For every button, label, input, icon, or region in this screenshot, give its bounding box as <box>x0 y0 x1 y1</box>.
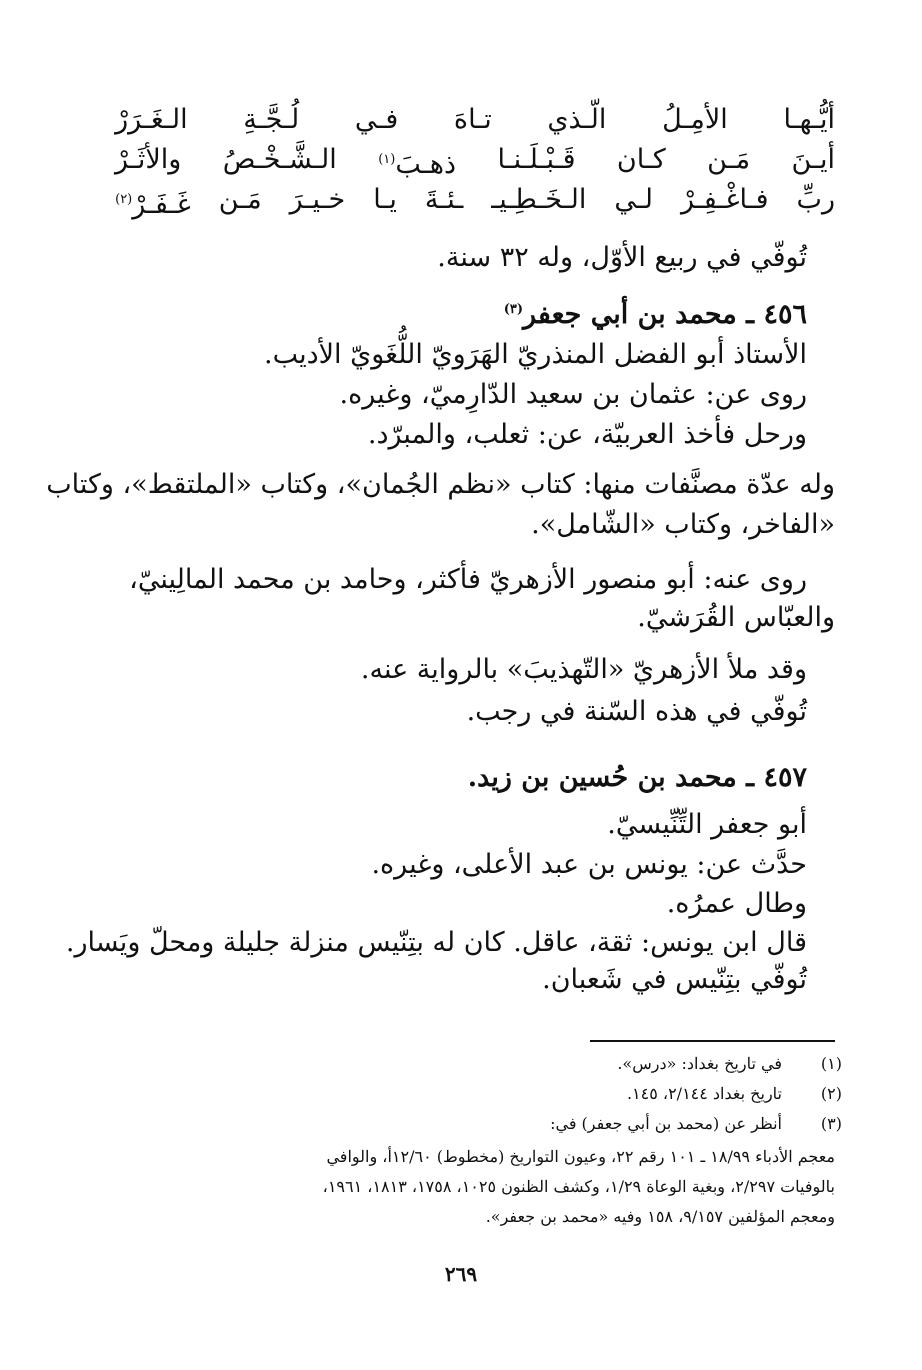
paragraph: روى عن: عثمان بن سعيد الدّارِميّ، وغيره. <box>339 379 807 410</box>
poem-word: الـخَـطِـيـ <box>491 184 587 215</box>
poem-word: فـاغْـفِـرْ <box>681 184 769 215</box>
poem-word-with-note <box>115 180 191 225</box>
footnote-marker: (٢) <box>115 192 133 207</box>
poem-word: كـان <box>616 144 666 175</box>
footnote-number: (٣) <box>820 1114 842 1133</box>
paragraph: وله عدّة مصنَّفات منها: كتاب «نظم الجُمان»، وكتاب «الملتقط»، وكتاب <box>46 469 835 500</box>
poem-word: ربِّ <box>796 184 835 215</box>
entry-heading-456 <box>504 290 807 335</box>
poem-word-with-note <box>378 140 456 185</box>
paragraph: تُوفّي في هذه السّنة في رجب. <box>466 696 807 727</box>
footnote-3-reference-line: بالوفيات ٢/٢٩٧، وبغية الوعاة ١/٢٩، وكشف الظنون ١٠٢٥، ١٧٥٨، ١٨١٣، ١٩٦١، <box>322 1177 835 1196</box>
poem-word: قَـبْـلَـنـا <box>497 144 576 175</box>
footnote-number: (١) <box>820 1054 842 1073</box>
poem-line-3 <box>115 180 835 225</box>
poem-word: ذهـبَ <box>395 149 457 180</box>
poem-word: لـي <box>614 184 654 215</box>
poem-word: أيُّـهـا <box>783 104 835 135</box>
footnote-3-reference-line: ومعجم المؤلفين ٩/١٥٧، ١٥٨ وفيه «محمد بن جعفر». <box>485 1207 835 1226</box>
poem-word: الـشَّـخْـصُ <box>222 144 337 175</box>
entry-heading-457: ٤٥٧ ـ محمد بن حُسين بن زيد. <box>467 762 807 793</box>
poem-word: تـاهَ <box>453 104 492 135</box>
paragraph: «الفاخر، وكتاب «الشّامل». <box>531 509 835 540</box>
paragraph: قال ابن يونس: ثقة، عاقل. كان له بتِنّيس منزلة جليلة ومحلّ ويَسار. <box>65 927 807 958</box>
paragraph: الأستاذ أبو الفضل المنذريّ الهَرَويّ اللُّغَويّ الأديب. <box>263 339 807 370</box>
footnote-text: أنظر عن (محمد بن أبي جعفر) في: <box>550 1114 782 1133</box>
poem-line-1 <box>115 100 835 140</box>
footnote-3 <box>550 1112 842 1136</box>
paragraph: وقد ملأ الأزهريّ «التّهذيبَ» بالرواية عنه. <box>360 654 807 685</box>
page-number: ٢٦٩ <box>444 1262 478 1286</box>
poem-word: أيـنَ <box>791 144 835 175</box>
death-note: تُوفّي في ربيع الأوّل، وله ٣٢ سنة. <box>437 242 807 273</box>
footnote-marker: (٣) <box>503 302 524 317</box>
poem-word: الـغَـرَرْ <box>115 104 188 135</box>
poem-word: لُـجَّـةِ <box>243 104 300 135</box>
entry-heading-text: ٤٥٦ ـ محمد بن أبي جعفر <box>523 299 807 330</box>
paragraph: أبو جعفر التِّنِّيسيّ. <box>607 809 807 840</box>
footnote-3-reference-line: معجم الأدباء ١٨/٩٩ ـ ١٠١ رقم ٢٢، وعيون التواريخ (مخطوط) ١٢/٦٠أ، والوافي <box>326 1147 835 1166</box>
footnote-2 <box>627 1082 842 1106</box>
paragraph: والعبّاس القُرَشيّ. <box>637 602 835 633</box>
poem-line-2 <box>115 140 835 185</box>
poem-word: مَـن <box>218 184 262 215</box>
poem-word: ـئـةَ <box>424 184 464 215</box>
poem-word: الأمِـلُ <box>662 104 728 135</box>
paragraph: حدَّث عن: يونس بن عبد الأعلى، وغيره. <box>371 849 807 880</box>
poem-word: يـا <box>373 184 397 215</box>
footnote-text: في تاريخ بغداد: «درس». <box>617 1054 782 1073</box>
footnote-divider <box>590 1040 835 1042</box>
paragraph: وطال عمرُه. <box>666 888 807 919</box>
footnote-marker: (١) <box>378 152 396 167</box>
poem-word: خـيـرَ <box>289 184 346 215</box>
poem-word: والأثَـرْ <box>115 144 182 175</box>
footnote-number: (٢) <box>820 1084 842 1103</box>
paragraph: تُوفّي بتِنّيس في شَعبان. <box>542 964 807 995</box>
footnote-1 <box>617 1052 842 1076</box>
paragraph: ورحل فأخذ العربيّة، عن: ثعلب، والمبرّد. <box>367 419 807 450</box>
poem-word: مَـن <box>707 144 751 175</box>
poem-word: فـي <box>354 104 399 135</box>
footnote-text: تاريخ بغداد ٢/١٤٤، ١٤٥. <box>626 1084 782 1103</box>
paragraph: روى عنه: أبو منصور الأزهريّ فأكثر، وحامد بن محمد المالِينيّ، <box>129 564 807 595</box>
poem-word: الّـذي <box>547 104 607 135</box>
poem-word: غَـفَـرْ <box>132 189 191 220</box>
